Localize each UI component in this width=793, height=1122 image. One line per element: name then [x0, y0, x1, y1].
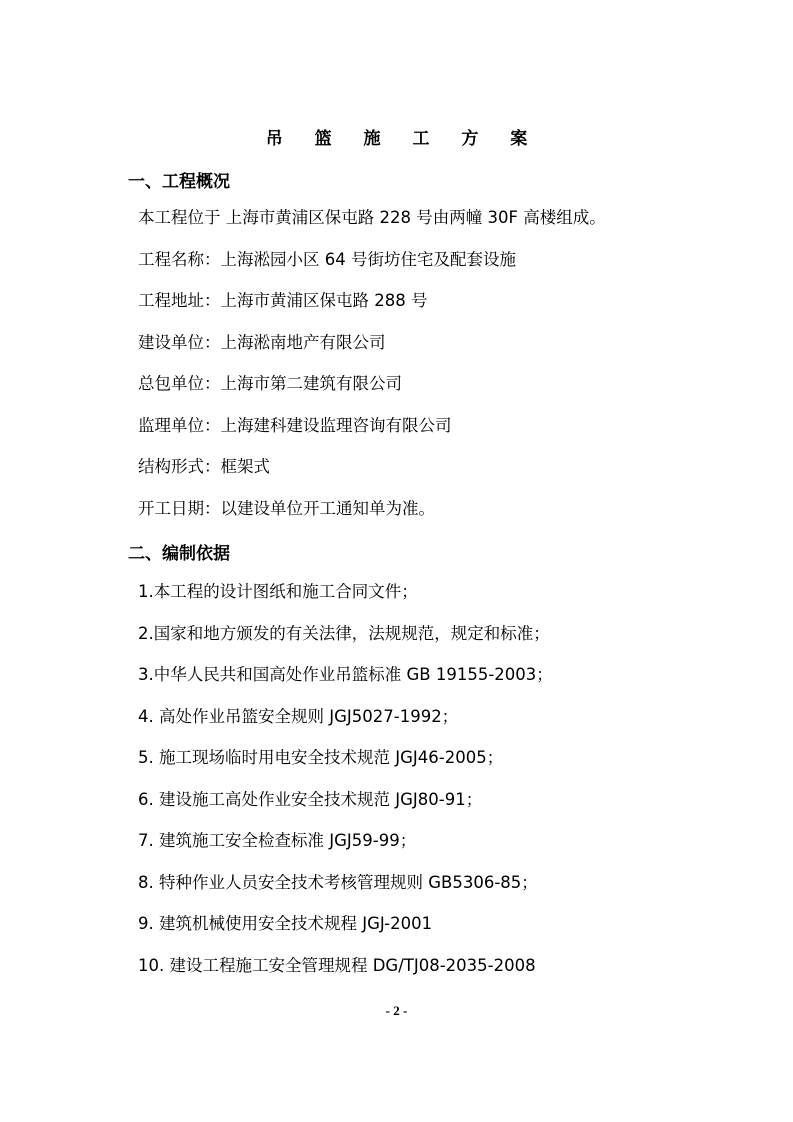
- overview-line: 监理单位：上海建科建设监理咨询有限公司: [138, 416, 452, 435]
- basis-line: 3.中华人民共和国高处作业吊篮标准 GB 19155-2003；: [138, 665, 553, 684]
- overview-line: 本工程位于 上海市黄浦区保屯路 228 号由两幢 30F 高楼组成。: [138, 208, 606, 227]
- section-heading-overview: 一、工程概况: [128, 172, 230, 192]
- basis-line: 6. 建设施工高处作业安全技术规范 JGJ80-91；: [138, 790, 483, 809]
- basis-line: 9. 建筑机械使用安全技术规程 JGJ-2001: [138, 914, 433, 933]
- overview-line: 建设单位：上海淞南地产有限公司: [138, 333, 386, 352]
- basis-line: 8. 特种作业人员安全技术考核管理规则 GB5306-85；: [138, 873, 538, 892]
- overview-line: 总包单位：上海市第二建筑有限公司: [138, 374, 402, 393]
- basis-line: 1.本工程的设计图纸和施工合同文件；: [138, 582, 418, 601]
- basis-line: 2.国家和地方颁发的有关法律，法规规范，规定和标准；: [138, 624, 550, 643]
- page-number: - 2 -: [385, 1003, 408, 1018]
- document-title: 吊 篮 施 工 方 案: [265, 129, 541, 149]
- overview-line: 工程名称：上海淞园小区 64 号街坊住宅及配套设施: [138, 250, 516, 269]
- basis-line: 10. 建设工程施工安全管理规程 DG/TJ08-2035-2008: [138, 956, 536, 975]
- overview-line: 开工日期：以建设单位开工通知单为准。: [138, 499, 435, 518]
- overview-line: 工程地址：上海市黄浦区保屯路 288 号: [138, 291, 428, 310]
- basis-line: 7. 建筑施工安全检查标准 JGJ59-99；: [138, 831, 417, 850]
- section-heading-basis: 二、编制依据: [128, 544, 230, 564]
- overview-line: 结构形式：框架式: [138, 457, 270, 476]
- basis-line: 5. 施工现场临时用电安全技术规范 JGJ46-2005；: [138, 748, 504, 767]
- basis-line: 4. 高处作业吊篮安全规则 JGJ5027-1992；: [138, 707, 459, 726]
